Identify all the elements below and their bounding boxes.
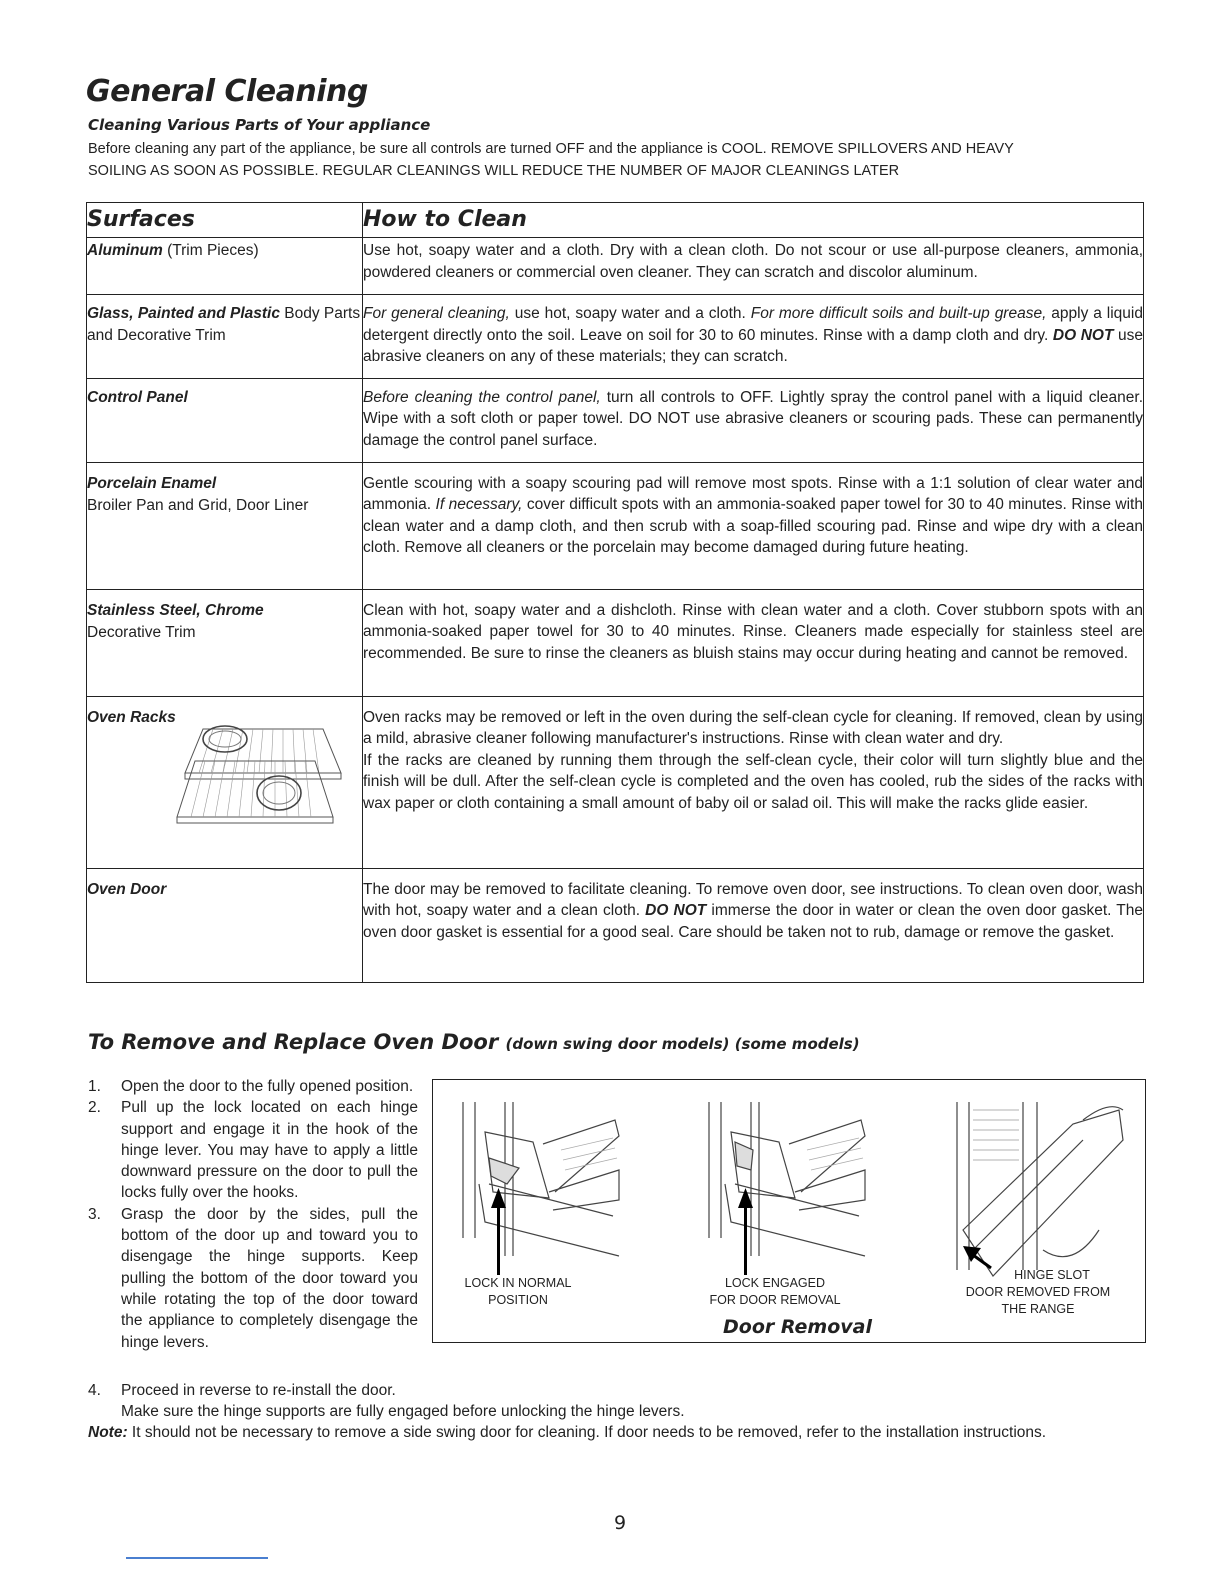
caption-lock-engaged: LOCK ENGAGED: [724, 1276, 826, 1290]
warning-do-not: DO NOT: [645, 902, 707, 919]
how-text: turn all controls to OFF. Lightly spray the control panel with a liquid cleaner. Wipe with a soft cloth or paper towel. DO NOT use abrasive cleaners or scouring pads. These can permanently damage the control panel surface.: [363, 388, 1144, 449]
how-text: apply a liquid detergent directly onto the soil. Leave on soil for 30 to 60 minutes. Rinse with a damp cloth and dry.: [363, 305, 1143, 344]
how-text: cover difficult spots with an ammonia-soaked paper towel for 30 to 40 minutes. Rinse with clean water and a damp cloth, and then scrub with a soap-filled scouring pad. Rinse and wipe dry with a clean cloth. Remove all cleaners or the porcelain may become damaged during future heating.: [363, 496, 1143, 556]
how-text: use hot, soapy water and a cloth.: [509, 305, 751, 322]
footer-divider: [126, 1557, 268, 1559]
caption-lock-normal: LOCK IN NORMAL: [464, 1276, 572, 1290]
surface-cell: [87, 868, 363, 982]
how-text-italic: Before cleaning the control panel,: [363, 388, 601, 406]
list-item: [88, 1097, 418, 1203]
how-cell: [363, 696, 1144, 868]
table-row: [87, 238, 1144, 295]
surface-detail: Body Parts and Decorative Trim: [87, 305, 361, 344]
list-item: [88, 1204, 418, 1353]
note: [88, 1422, 1046, 1443]
caption-door-removed: DOOR REMOVED FROM: [965, 1285, 1111, 1299]
table-row: [87, 462, 1144, 589]
intro-line-2: SOILING AS SOON AS POSSIBLE. REGULAR CLEANINGS WILL REDUCE THE NUMBER OF MAJOR CLEANINGS LATER: [88, 163, 900, 179]
step-number: 3.: [88, 1205, 101, 1223]
surface-name: Aluminum: [87, 242, 163, 259]
how-text-italic: For more difficult soils and built-up grease,: [750, 305, 1047, 322]
step-text: Open the door to the fully opened position.: [121, 1078, 414, 1095]
how-cell: Use hot, soapy water and a cloth. Dry with a clean cloth. Do not scour or use all-purpose cleaners, ammonia, powdered cleaners or commercial oven cleaner. They can scratch and discolor aluminum.: [363, 238, 1144, 295]
note-label: Note:: [88, 1424, 128, 1441]
how-paragraph: Oven racks may be removed or left in the oven during the self-clean cycle for cleaning. If removed, clean by using a mild, abrasive cleaner following manufacturer's instructions. Rinse with clean water and dry.: [363, 708, 1143, 747]
caption-lock-normal-2: POSITION: [488, 1293, 548, 1307]
how-text: use abrasive cleaners on any of these materials; they can scratch.: [363, 326, 1143, 365]
page-number: 9: [613, 1512, 627, 1534]
surface-detail: Decorative Trim: [87, 623, 196, 641]
surface-cell: [87, 238, 363, 295]
how-text: Gentle scouring with a soapy scouring pad will remove most spots. Rinse with a 1:1 solution of clear water and ammonia.: [363, 474, 1143, 513]
step-4: [88, 1380, 396, 1401]
step-number: 1.: [88, 1078, 101, 1095]
surface-cell: [87, 696, 363, 868]
step-text: Grasp the door by the sides, pull the bottom of the door up and toward you to disengage the hinge supports. Keep pulling the bottom of the door toward you while rotating the top of the door toward the appliance to completely disengage the hinge levers.: [121, 1205, 418, 1351]
caption-lock-engaged-2: FOR DOOR REMOVAL: [709, 1293, 841, 1307]
door-heading-models: (down swing door models) (some models): [505, 1035, 860, 1053]
door-section-heading: [88, 1030, 860, 1054]
step-4-detail: Make sure the hinge supports are fully engaged before unlocking the hinge levers.: [121, 1403, 685, 1420]
table-row: [87, 868, 1144, 982]
how-cell: Clean with hot, soapy water and a dishcloth. Rinse with clean water and a cloth. Cover stubborn spots with an ammonia-soaked paper towel for 30 to 40 minutes. Rinse. Cleaners made especially for stainless steel are recommended. Be sure to rinse the cleaners as bluish stains may occur during heating and cannot be removed.: [363, 589, 1144, 696]
col-header-surfaces: Surfaces: [87, 203, 363, 238]
list-item: [88, 1076, 418, 1097]
how-text: The door may be removed to facilitate cleaning. To remove oven door, see instructions. To clean oven door, wash with hot, soapy water and a clean cloth.: [363, 880, 1143, 919]
figure-title: Door Removal: [723, 1316, 873, 1338]
table-row: [87, 589, 1144, 696]
surface-cell: [87, 462, 363, 589]
surface-name: Oven Door: [87, 880, 167, 898]
warning-do-not: DO NOT: [1052, 326, 1114, 344]
how-cell: [363, 462, 1144, 589]
step-text: Pull up the lock located on each hinge support and engage it in the hook of the hinge lever. You may have to apply a little downward pressure on the door to pull the locks fully over the hooks.: [121, 1099, 418, 1202]
table-row: [87, 295, 1144, 379]
surface-detail: (Trim Pieces): [162, 242, 259, 259]
intro-line-1: Before cleaning any part of the appliance, be sure all controls are turned OFF and the appliance is COOL. REMOVE SPILLOVERS AND HEAVY: [88, 141, 1014, 157]
door-heading-main: To Remove and Replace Oven Door: [88, 1030, 499, 1054]
page-title: General Cleaning: [86, 74, 368, 109]
how-text-italic: For general cleaning,: [363, 305, 510, 322]
cleaning-table: [86, 202, 1144, 983]
surface-name: Control Panel: [87, 388, 188, 406]
table-row: [87, 378, 1144, 462]
table-header-row: [87, 203, 1144, 238]
how-cell: [363, 295, 1144, 379]
how-cell: [363, 378, 1144, 462]
surface-cell: [87, 378, 363, 462]
door-removal-figure: [432, 1079, 1146, 1343]
how-text: immerse the door in water or clean the oven door gasket. The oven door gasket is essential for a good seal. Care should be taken not to rub, damage or remove the gasket.: [363, 902, 1143, 941]
step-number: 2.: [88, 1099, 101, 1117]
intro-paragraph: [88, 138, 1148, 182]
surface-name: Porcelain Enamel: [87, 474, 217, 492]
how-text-italic: If necessary,: [435, 496, 523, 513]
col-header-how-to-clean: How to Clean: [363, 203, 1144, 238]
how-paragraph: If the racks are cleaned by running them through the self-clean cycle, their color will turn slightly blue and the finish will be dull. After the self-clean cycle is completed and the oven has cooled, rub the sides of the racks with wax paper or cloth containing a small amount of baby oil or salad oil. This will make the racks glide easier.: [363, 751, 1143, 812]
door-steps-list: [88, 1076, 418, 1353]
surface-cell: [87, 295, 363, 379]
surface-name: Stainless Steel, Chrome: [87, 601, 264, 619]
step-number: 4.: [88, 1382, 101, 1399]
oven-racks-illustration: [173, 721, 343, 829]
surface-cell: [87, 589, 363, 696]
how-cell: [363, 868, 1144, 982]
surface-detail: Broiler Pan and Grid, Door Liner: [87, 496, 309, 514]
section-subtitle: Cleaning Various Parts of Your appliance: [88, 116, 431, 134]
surface-name: Glass, Painted and Plastic: [87, 305, 280, 322]
caption-hinge-slot: HINGE SLOT: [1014, 1268, 1090, 1282]
table-row: [87, 696, 1144, 868]
caption-the-range: THE RANGE: [1001, 1302, 1075, 1316]
surface-name: Oven Racks: [87, 708, 176, 726]
step-text: Proceed in reverse to re-install the door.: [121, 1382, 396, 1399]
note-text: It should not be necessary to remove a side swing door for cleaning. If door needs to be removed, refer to the installation instructions.: [127, 1424, 1047, 1441]
